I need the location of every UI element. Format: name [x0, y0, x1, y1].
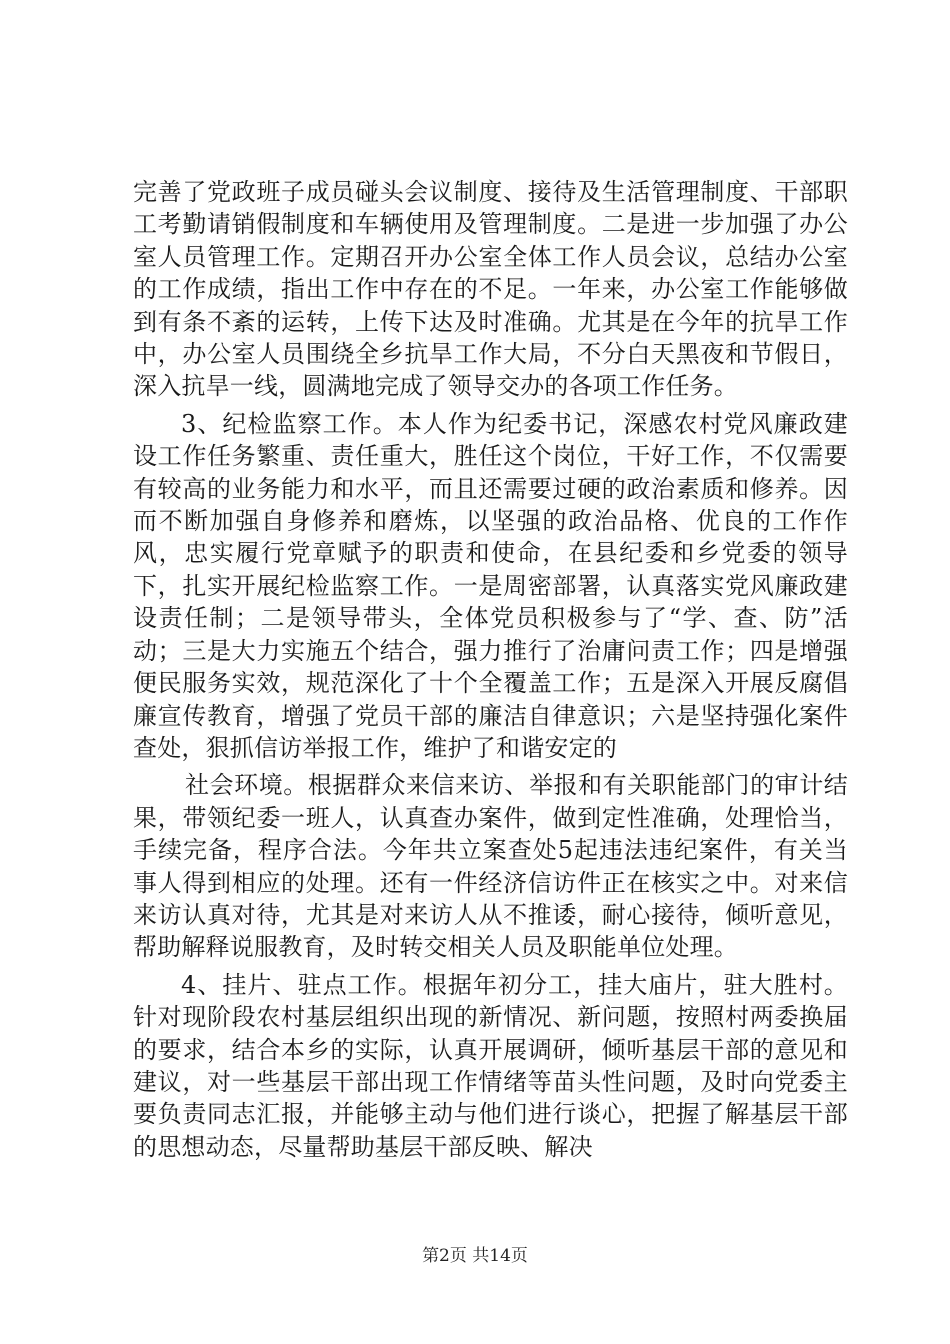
- document-body: [133, 176, 848, 1163]
- page-number-footer: 第2页 共14页: [422, 1246, 528, 1266]
- paragraph-social-environment: 社会环境。根据群众来信来访、举报和有关职能部门的审计结果，带领纪委一班人，认真查办案件，做到定性准确，处理恰当，手续完备，程序合法。今年共立案查处5起违法违纪案件，有关当事人得到相应的处理。还有一件经济信访件正在核实之中。对来信来访认真对待，尤其是对来访人从不推诿，耐心接待，倾听意见，帮助解释说服教育，及时转交相关人员及职能单位处理。: [133, 771, 848, 962]
- paragraph-office-management: 完善了党政班子成员碰头会议制度、接待及生活管理制度、干部职工考勤请销假制度和车辆使用及管理制度。二是进一步加强了办公室人员管理工作。定期召开办公室全体工作人员会议，总结办公室的工作成绩，指出工作中存在的不足。一年来，办公室工作能够做到有条不紊的运转，上传下达及时准确。尤其是在今年的抗旱工作中，办公室人员围绕全乡抗旱工作大局，不分白天黑夜和节假日，深入抗旱一线，圆满地完成了领导交办的各项工作任务。: [133, 178, 848, 401]
- paragraph-discipline-inspection: 3、纪检监察工作。本人作为纪委书记，深感农村党风廉政建设工作任务繁重、责任重大，胜任这个岗位，干好工作，不仅需要有较高的业务能力和水平，而且还需要过硬的政治素质和修养。因而不断加强自身修养和磨炼，以坚强的政治品格、优良的工作作风，忠实履行党章赋予的职责和使命，在县纪委和乡党委的领导下，扎实开展纪检监察工作。一是周密部署，认真落实党风廉政建设责任制；二是领导带头，全体党员积极参与了“学、查、防”活动；三是大力实施五个结合，强力推行了治庸问责工作；四是增强便民服务实效，规范深化了十个全覆盖工作；五是深入开展反腐倡廉宣传教育，增强了党员干部的廉洁自律意识；六是坚持强化案件查处，狠抓信访举报工作，维护了和谐安定的: [133, 409, 848, 762]
- paragraph-village-assignment: 4、挂片、驻点工作。根据年初分工，挂大庙片，驻大胜村。针对现阶段农村基层组织出现的新情况、新问题，按照村两委换届的要求，结合本乡的实际，认真开展调研，倾听基层干部的意见和建议，对一些基层干部出现工作情绪等苗头性问题，及时向党委主要负责同志汇报，并能够主动与他们进行谈心，把握了解基层干部的思想动态，尽量帮助基层干部反映、解决: [133, 970, 848, 1161]
